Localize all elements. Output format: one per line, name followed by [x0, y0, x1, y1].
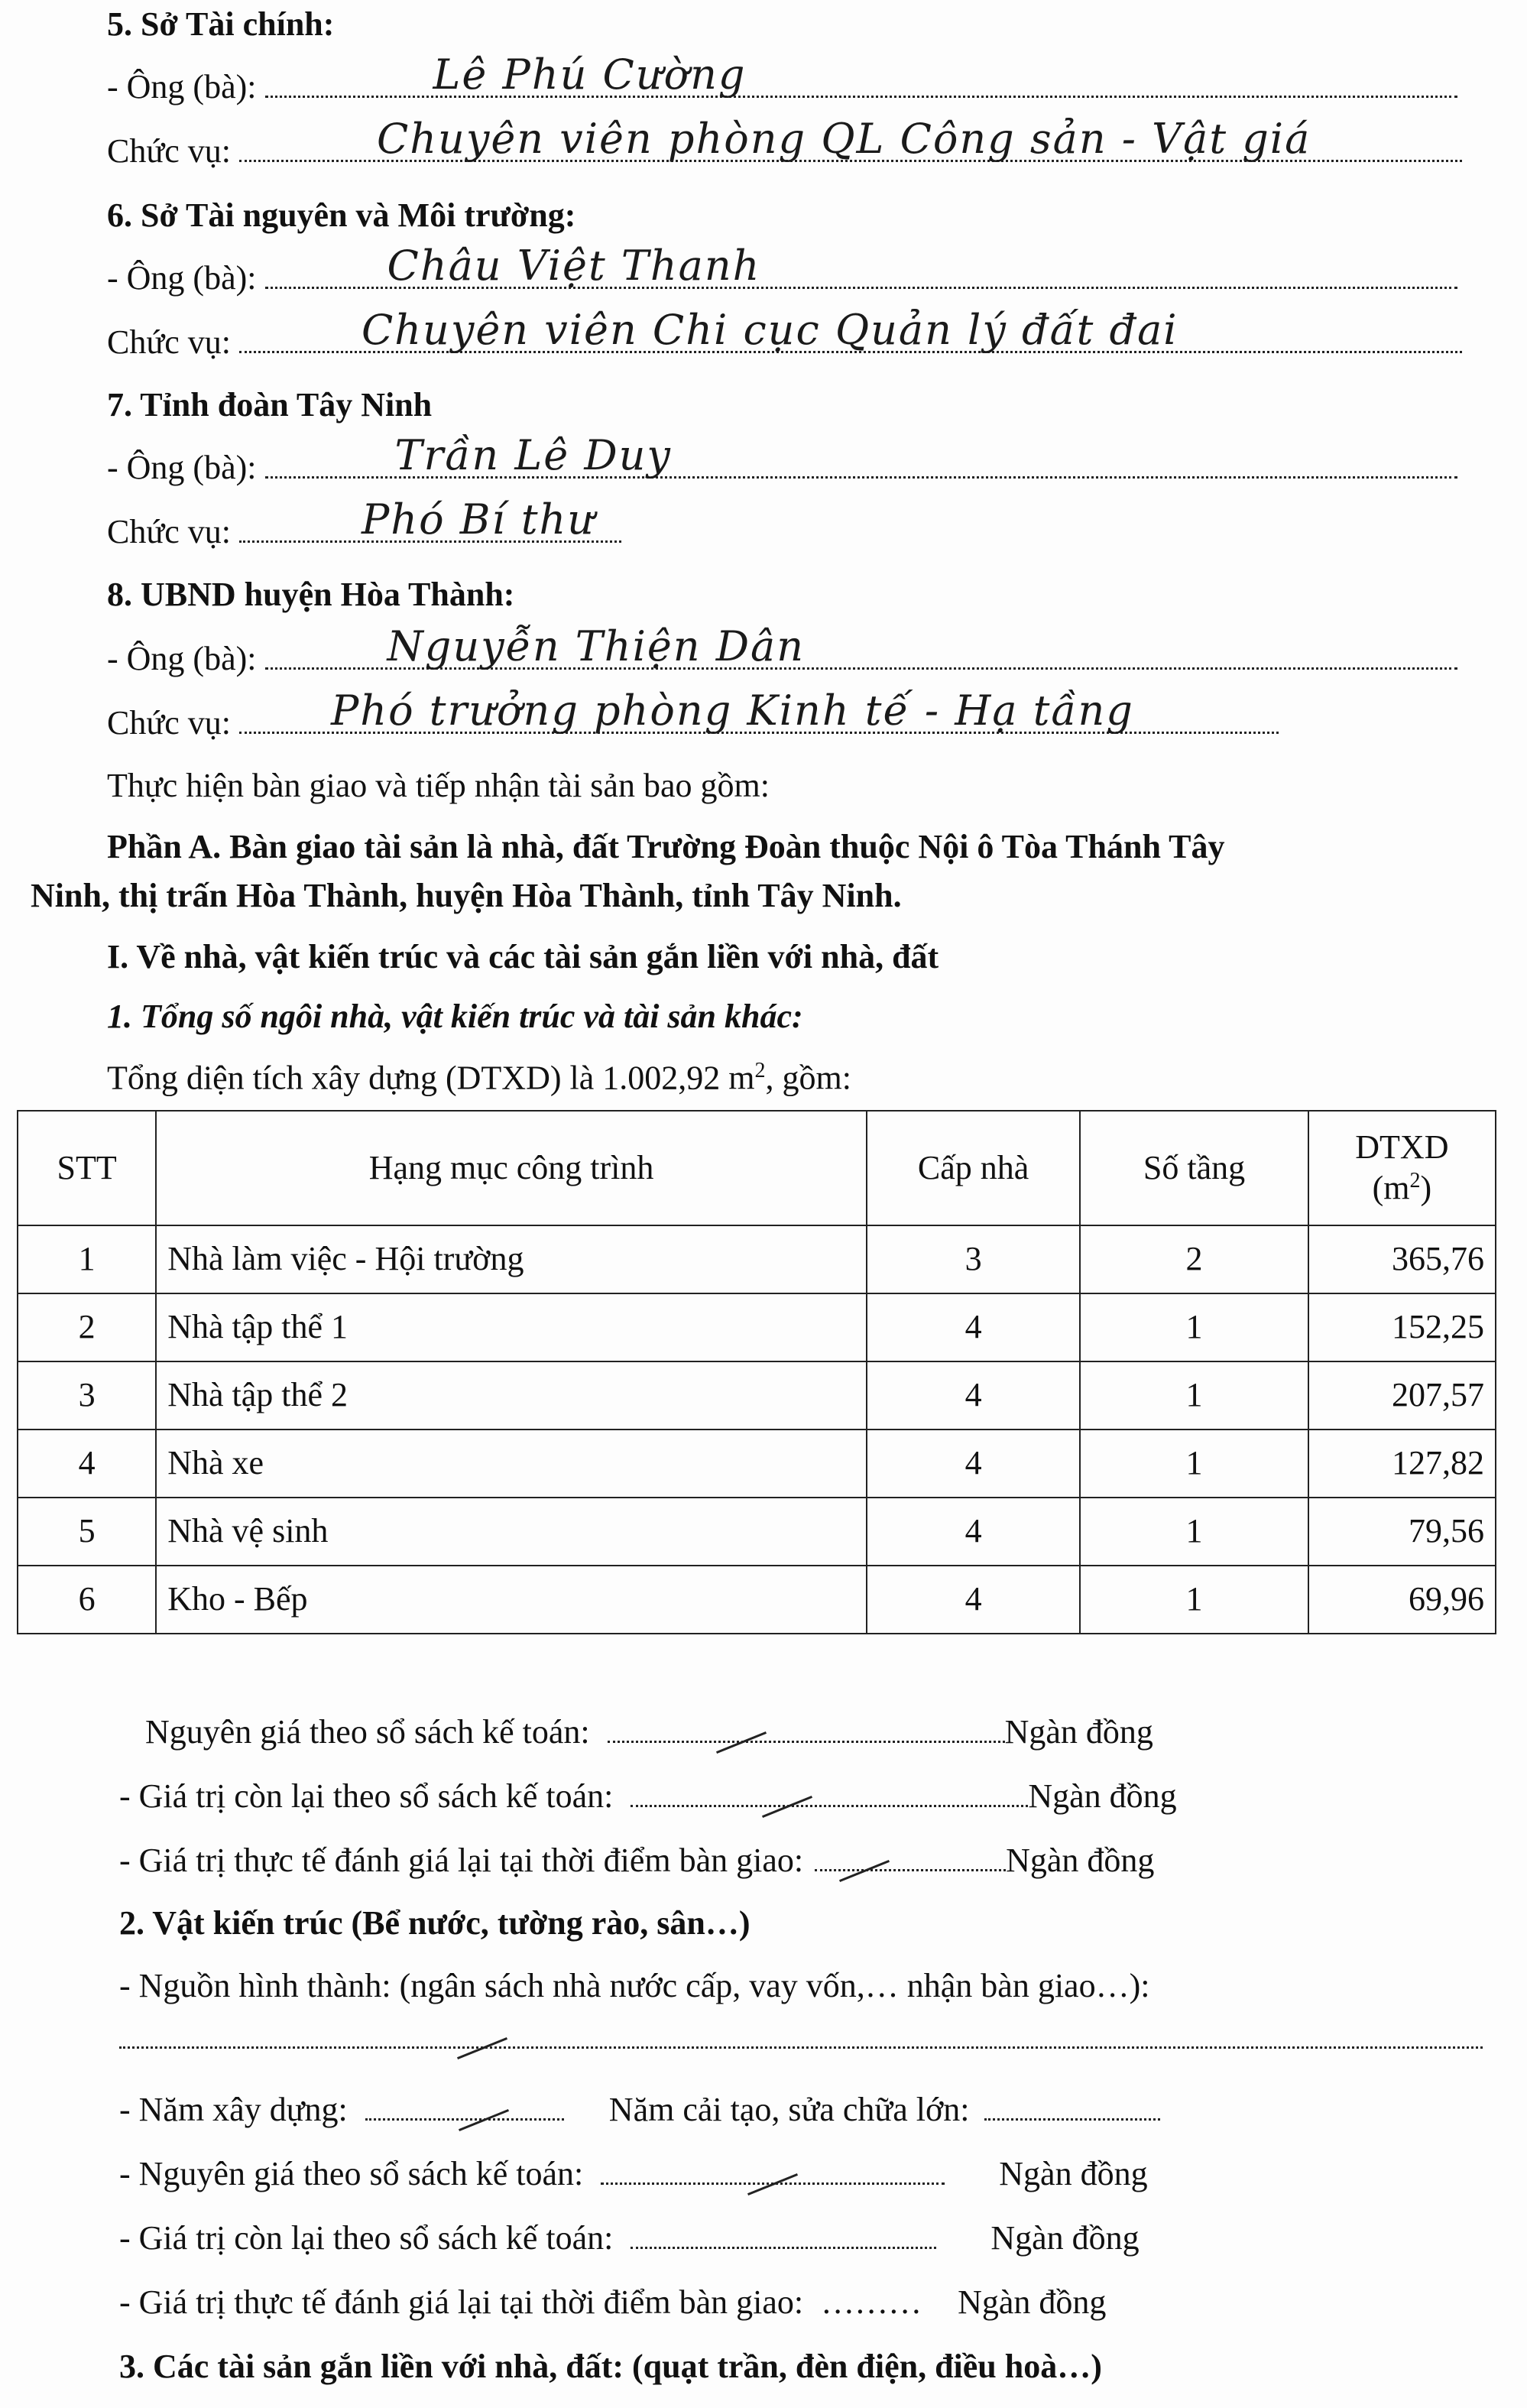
- table-header-row: [18, 1111, 1496, 1225]
- actual-value-field: [815, 1846, 1006, 1871]
- name-field: [265, 242, 1457, 290]
- source-field-row: [119, 2018, 1483, 2059]
- renovation-label: Năm cải tạo, sửa chữa lớn:: [608, 2091, 970, 2128]
- table-row: [18, 1430, 1496, 1498]
- cell-item: Nhà tập thể 1: [156, 1293, 867, 1361]
- name-label: - Ông (bà):: [107, 68, 257, 105]
- cell-area: 207,57: [1308, 1361, 1496, 1430]
- original-value-row: [145, 1712, 1153, 1753]
- unit-label: Ngàn đồng: [1004, 1713, 1153, 1751]
- cell-floors: 1: [1080, 1498, 1308, 1566]
- remaining-value-label: - Giá trị còn lại theo sổ sách kế toán:: [119, 1777, 614, 1815]
- asset-table: [17, 1110, 1496, 1634]
- section-7-name-row: [107, 431, 1457, 488]
- year-row: [119, 2090, 1160, 2131]
- section-6-role-row: [107, 306, 1462, 363]
- unit-label: Ngàn đồng: [958, 2283, 1107, 2321]
- section-5-title: 5. Sở Tài chính:: [107, 5, 335, 43]
- source-label: - Nguồn hình thành: (ngân sách nhà nước cấp, vay vốn,… nhận bàn giao…):: [119, 1967, 1150, 2004]
- cell-grade: 4: [867, 1566, 1080, 1634]
- table-row: [18, 1498, 1496, 1566]
- cell-item: Nhà vệ sinh: [156, 1498, 867, 1566]
- section-5-role-row: [107, 115, 1462, 172]
- handwritten-role: Phó Bí thư: [361, 495, 596, 544]
- actual-value-row: [119, 1841, 1154, 1881]
- cell-stt: 1: [18, 1225, 156, 1293]
- table-row: [18, 1293, 1496, 1361]
- section-5-name-row: [107, 50, 1457, 108]
- section-8-name-row: [107, 622, 1457, 680]
- name-label: - Ông (bà):: [107, 640, 257, 677]
- name-label: - Ông (bà):: [107, 449, 257, 486]
- original-value-field: [601, 2160, 945, 2185]
- unit-label: Ngàn đồng: [990, 2219, 1140, 2257]
- heading-i: I. Về nhà, vật kiến trúc và các tài sản gắn liền với nhà, đất: [107, 938, 939, 975]
- cell-grade: 3: [867, 1225, 1080, 1293]
- unit-label: Ngàn đồng: [999, 2155, 1148, 2192]
- cell-stt: 4: [18, 1430, 156, 1498]
- header-floors: Số tầng: [1080, 1111, 1308, 1225]
- handwritten-name: Lê Phú Cường: [433, 50, 747, 99]
- actual-value-2-row: [119, 2283, 1106, 2323]
- source-field: [119, 2023, 1483, 2049]
- role-label: Chức vụ:: [107, 704, 231, 742]
- dash-mark: [762, 1796, 812, 1818]
- cell-item: Kho - Bếp: [156, 1566, 867, 1634]
- handwritten-name: Châu Việt Thanh: [387, 242, 761, 290]
- cell-floors: 1: [1080, 1430, 1308, 1498]
- cell-grade: 4: [867, 1361, 1080, 1430]
- handwritten-role: Chuyên viên phòng QL Công sản - Vật giá: [376, 115, 1311, 164]
- cell-grade: 4: [867, 1498, 1080, 1566]
- section-6-title: 6. Sở Tài nguyên và Môi trường:: [107, 196, 576, 234]
- header-stt: STT: [18, 1111, 156, 1225]
- role-field: [239, 495, 621, 544]
- section-7-role-row: [107, 495, 621, 553]
- cell-area: 79,56: [1308, 1498, 1496, 1566]
- name-field: [265, 50, 1457, 99]
- cell-floors: 1: [1080, 1361, 1308, 1430]
- year-built-label: - Năm xây dựng:: [119, 2091, 348, 2128]
- unit-label: Ngàn đồng: [1028, 1777, 1177, 1815]
- role-label: Chức vụ:: [107, 323, 231, 361]
- cell-item: Nhà xe: [156, 1430, 867, 1498]
- cell-item: Nhà tập thể 2: [156, 1361, 867, 1430]
- part-a-line1: Phần A. Bàn giao tài sản là nhà, đất Trường Đoàn thuộc Nội ô Tòa Thánh Tây: [107, 828, 1225, 865]
- cell-floors: 2: [1080, 1225, 1308, 1293]
- table-row: [18, 1361, 1496, 1430]
- cell-grade: 4: [867, 1430, 1080, 1498]
- role-label: Chức vụ:: [107, 132, 231, 170]
- renovation-field: [984, 2095, 1160, 2121]
- heading-3: 3. Các tài sản gắn liền với nhà, đất: (quạt trần, đèn điện, điều hoà…): [119, 2348, 1102, 2385]
- dash-mark: [457, 2037, 507, 2059]
- cell-area: 69,96: [1308, 1566, 1496, 1634]
- cell-stt: 5: [18, 1498, 156, 1566]
- role-label: Chức vụ:: [107, 513, 231, 550]
- cell-stt: 6: [18, 1566, 156, 1634]
- section-8-role-row: [107, 686, 1279, 744]
- dash-mark: [747, 2173, 798, 2195]
- role-field: [239, 686, 1279, 735]
- section-7-title: 7. Tỉnh đoàn Tây Ninh: [107, 386, 433, 424]
- name-field: [265, 622, 1457, 671]
- actual-value-label: - Giá trị thực tế đánh giá lại tại thời điểm bàn giao:: [119, 2283, 804, 2321]
- dash-mark: [716, 1731, 767, 1754]
- cell-floors: 1: [1080, 1566, 1308, 1634]
- part-a-line2: Ninh, thị trấn Hòa Thành, huyện Hòa Thành, tỉnh Tây Ninh.: [31, 877, 902, 914]
- header-grade: Cấp nhà: [867, 1111, 1080, 1225]
- remaining-value-label: - Giá trị còn lại theo sổ sách kế toán:: [119, 2219, 614, 2257]
- remaining-value-2-row: [119, 2218, 1140, 2259]
- name-label: - Ông (bà):: [107, 259, 257, 297]
- handwritten-name: Trần Lê Duy: [394, 431, 672, 480]
- unit-label: Ngàn đồng: [1006, 1842, 1155, 1879]
- actual-value-label: - Giá trị thực tế đánh giá lại tại thời điểm bàn giao:: [119, 1842, 804, 1879]
- header-item: Hạng mục công trình: [156, 1111, 867, 1225]
- section-8-title: 8. UBND huyện Hòa Thành:: [107, 576, 515, 613]
- cell-floors: 1: [1080, 1293, 1308, 1361]
- name-field: [265, 431, 1457, 480]
- original-value-field: [608, 1718, 1005, 1743]
- cell-stt: 3: [18, 1361, 156, 1430]
- role-field: [239, 306, 1462, 355]
- role-field: [239, 115, 1462, 164]
- intro-text: Thực hiện bàn giao và tiếp nhận tài sản bao gồm:: [107, 767, 770, 804]
- handwritten-role: Chuyên viên Chi cục Quản lý đất đai: [361, 306, 1178, 355]
- cell-grade: 4: [867, 1293, 1080, 1361]
- remaining-value-row: [119, 1777, 1177, 1817]
- remaining-value-field: [631, 1782, 1028, 1807]
- heading-2: 2. Vật kiến trúc (Bể nước, tường rào, sân…): [119, 1904, 751, 1942]
- header-area: DTXD $(m^2)$: [1308, 1111, 1496, 1225]
- year-built-field: [365, 2095, 564, 2121]
- handwritten-role: Phó trưởng phòng Kinh tế - Hạ tầng: [330, 686, 1134, 735]
- actual-value-dots: ………: [821, 2283, 922, 2321]
- cell-area: 365,76: [1308, 1225, 1496, 1293]
- heading-1: 1. Tổng số ngôi nhà, vật kiến trúc và tài sản khác:: [107, 998, 803, 1035]
- cell-stt: 2: [18, 1293, 156, 1361]
- original-value-2-row: [119, 2154, 1148, 2195]
- total-area-text: Tổng diện tích xây dựng (DTXD) là 1.002,92 $m^2$, gồm:: [107, 1059, 851, 1097]
- cell-item: Nhà làm việc - Hội trường: [156, 1225, 867, 1293]
- cell-area: 127,82: [1308, 1430, 1496, 1498]
- dash-mark: [459, 2109, 509, 2131]
- remaining-value-field: [631, 2224, 936, 2249]
- table-row: [18, 1225, 1496, 1293]
- cell-area: 152,25: [1308, 1293, 1496, 1361]
- original-value-label: - Nguyên giá theo sổ sách kế toán:: [119, 2155, 584, 2192]
- handwritten-name: Nguyễn Thiện Dân: [387, 622, 806, 671]
- dash-mark: [839, 1860, 890, 1882]
- table-row: [18, 1566, 1496, 1634]
- original-value-label: Nguyên giá theo sổ sách kế toán:: [145, 1713, 590, 1751]
- section-6-name-row: [107, 242, 1457, 299]
